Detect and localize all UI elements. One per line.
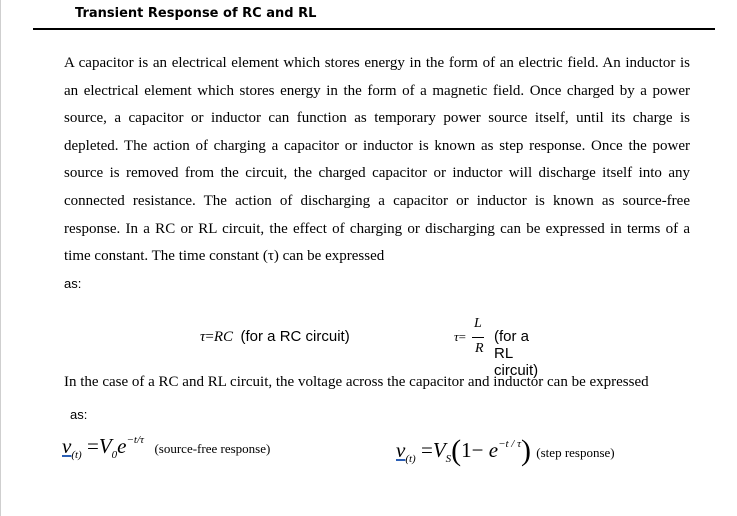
source-free-label: (source-free response): [154, 441, 271, 456]
close-paren: ): [521, 434, 532, 467]
page-left-border: [0, 0, 1, 516]
tau-symbol: τ: [200, 329, 206, 345]
exponent: −t/τ: [126, 434, 144, 446]
exponent: −t / τ: [498, 438, 522, 450]
rc-product: RC: [213, 329, 234, 345]
page-header-title: Transient Response of RC and RL: [75, 6, 317, 21]
equals-sign: =: [205, 329, 214, 345]
intro-paragraph: A capacitor is an electrical element which stores energy in the form of an electric field. An inductor is an electrical element which stores energy in the form of a magnetic field. Once charged by a power source, a capacitor or inductor can function as temporary power source itself, until its charge is depleted. The action of charging a capacitor or inductor is known as step response. Once the power source is removed from the circuit, the charged capacitor or inductor will discharge itself into any connected resistance. The action of discharging a capacitor or inductor is known as source-free response. In a RC or RL circuit, the effect of charging or discharging can be expressed in terms of a time constant. The time constant (τ) can be expressed: [64, 55, 690, 265]
as-label-1: as:: [64, 276, 82, 291]
open-paren: (: [451, 434, 462, 467]
header-divider: [33, 28, 715, 30]
step-response-equation: $v_{(t)} =V_S(1- e^{-t / \tau})$ (step response): [396, 434, 615, 467]
voltage-paragraph: In the case of a RC and RL circuit, the voltage across the capacitor and inductor can be expressed: [64, 374, 649, 390]
fraction-bar: [472, 337, 484, 338]
source-voltage-symbol: V: [432, 438, 446, 462]
voltage-symbol: v: [62, 434, 72, 458]
equals-sign: =: [420, 438, 433, 462]
rc-equation-label: (for a RC circuit): [240, 328, 350, 345]
equals-sign: =: [86, 434, 99, 458]
initial-voltage-symbol: V: [98, 434, 112, 458]
step-response-label: (step response): [536, 445, 615, 460]
fraction-numerator: L: [474, 316, 482, 331]
fraction-denominator: R: [475, 341, 484, 356]
as-label-2: as:: [70, 407, 88, 422]
time-subscript: (t): [405, 453, 416, 465]
exponential-base: e: [117, 434, 127, 458]
tau-with-equals: τ=: [454, 329, 466, 344]
rc-time-constant-equation: [200, 328, 350, 346]
time-subscript: (t): [71, 449, 82, 461]
voltage-symbol: v: [396, 438, 406, 462]
exponential-base: e: [488, 438, 499, 462]
source-free-equation: $v_{(t)} =V_0e^{-t/\tau}$ (source-free response): [62, 434, 271, 461]
rl-equation-label: (for a RL circuit): [494, 328, 539, 379]
